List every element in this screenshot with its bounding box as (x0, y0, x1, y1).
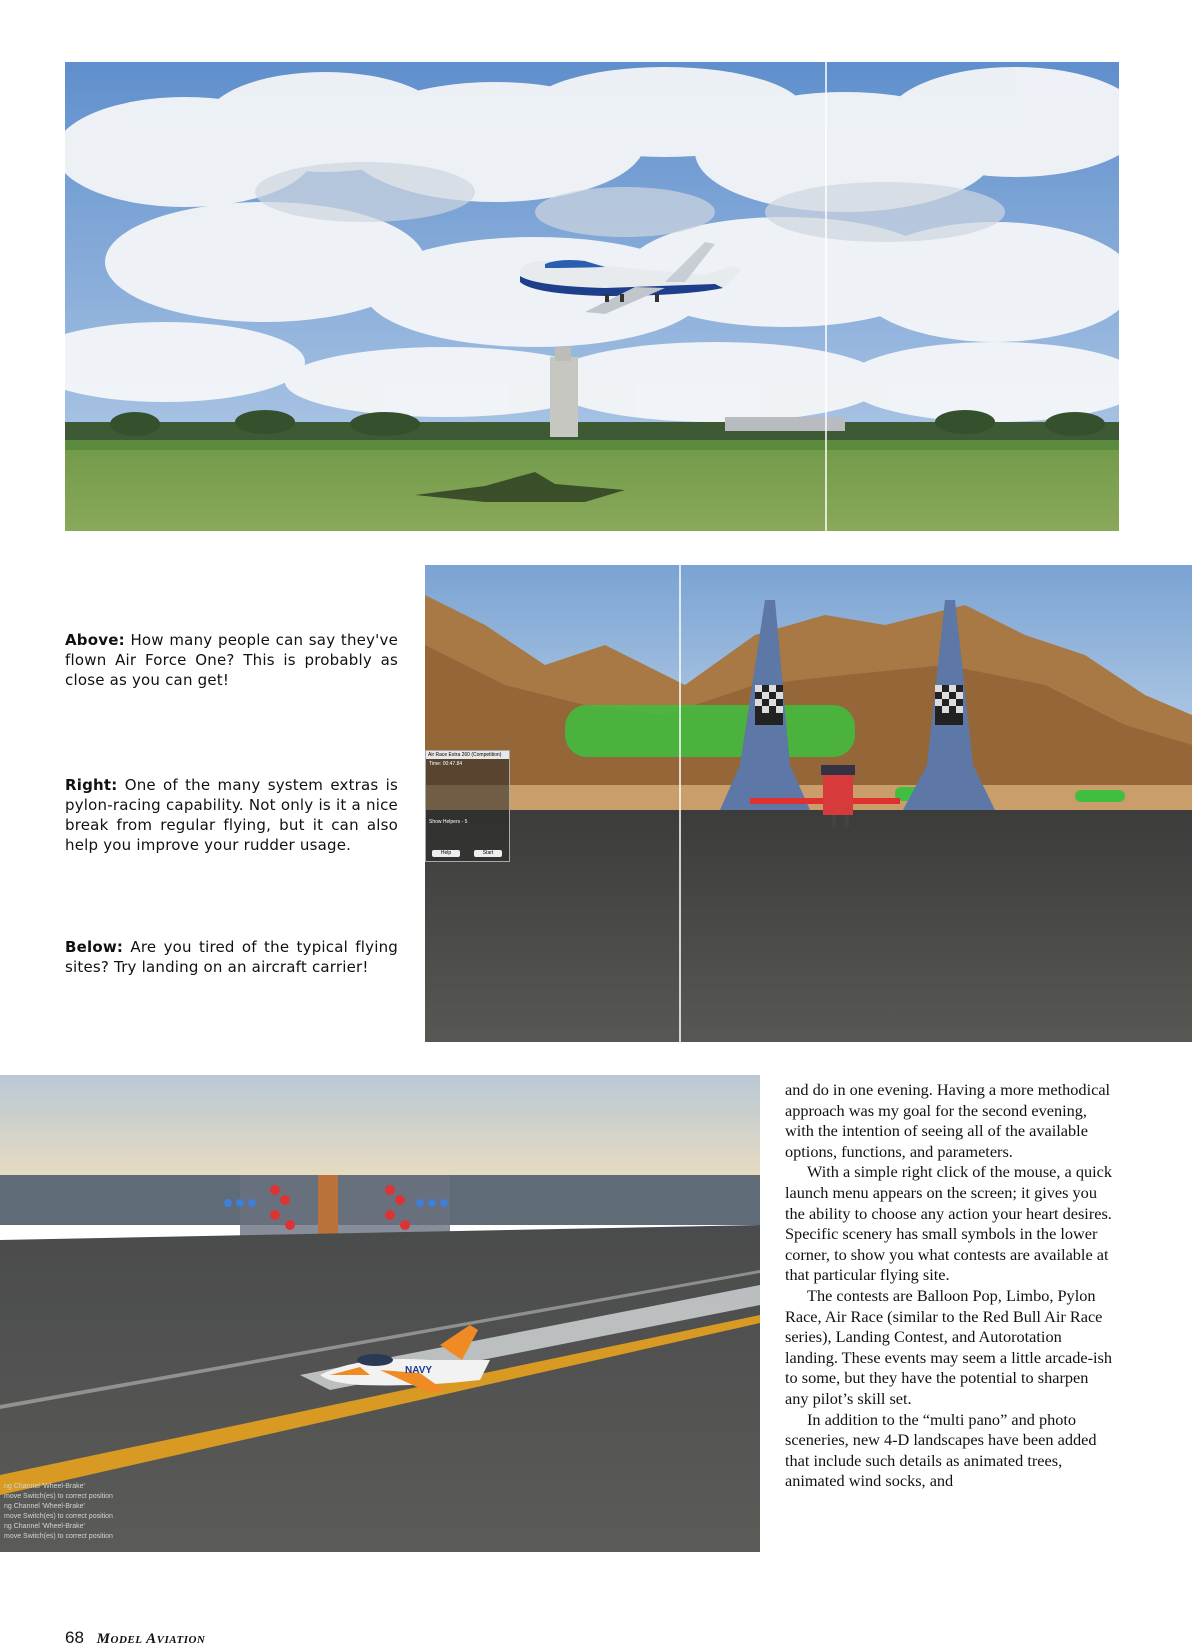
caption-below-text: Are you tired of the typical flying sites? Try landing on an aircraft carrier! (65, 938, 398, 976)
caption-below-label: Below: (65, 938, 124, 956)
sim-panel-timer: Time: 00:47.84 (429, 761, 463, 767)
carrier-msg: ng Channel 'Wheel-Brake' (4, 1503, 85, 1510)
sim-help-button[interactable]: Help (432, 850, 460, 857)
carrier-msg: move Switch(es) to correct position (4, 1533, 113, 1540)
carrier-msg: move Switch(es) to correct position (4, 1513, 113, 1520)
body-paragraph: and do in one evening. Having a more methodical approach was my goal for the second evening, with the intention of seeing all of the available options, functions, and parameters. (785, 1080, 1111, 1161)
caption-right (65, 775, 398, 855)
carrier-msg: move Switch(es) to correct position (4, 1493, 113, 1500)
body-paragraph: In addition to the “multi pano” and photo sceneries, new 4-D landscapes have been added that include such details as animated trees, animated wind socks, and (785, 1409, 1097, 1491)
body-paragraph: The contests are Balloon Pop, Limbo, Pylon Race, Air Race (similar to the Red Bull Air Race series), Landing Contest, and Autorotation landing. These events may seem a little arcade-ish to some, but they have the potential to sharpen any pilot’s skill set. (785, 1285, 1113, 1408)
magazine-name: Model Aviation (96, 1631, 206, 1647)
sim-panel-title: Air Race Extra 260 (Competition) (426, 751, 509, 759)
carrier-msg: ng Channel 'Wheel-Brake' (4, 1523, 85, 1530)
sim-panel-helpers: Show Helpers - 5 (429, 819, 468, 825)
caption-below (65, 937, 398, 977)
carrier-msg: ng Channel 'Wheel-Brake' (4, 1483, 85, 1490)
photo-pylon-race (425, 565, 1192, 1042)
caption-right-text: One of the many system extras is pylon-racing capability. Not only is it a nice break from regular flying, but it can also help you improve your rudder usage. (65, 776, 399, 854)
article-body-column (785, 1080, 1115, 1492)
photo-aircraft-carrier (0, 1075, 760, 1552)
caption-above-label: Above: (65, 631, 125, 649)
caption-right-label: Right: (65, 776, 118, 794)
sim-start-button[interactable]: Start (474, 850, 502, 857)
page-footer (65, 1628, 205, 1648)
photo-air-force-one (65, 62, 1119, 531)
page-number: 68 (65, 1628, 84, 1647)
caption-above (65, 630, 398, 690)
caption-above-text: How many people can say they've flown Air Force One? This is probably as close as you can get! (65, 631, 399, 689)
jet-marking: NAVY (405, 1365, 433, 1376)
body-paragraph: With a simple right click of the mouse, a quick launch menu appears on the screen; it gives you the ability to choose any action your heart desires. Specific scenery has small symbols in the lower corner, to show you what contests are available at that particular flying site. (785, 1162, 1112, 1285)
sim-race-panel (425, 750, 510, 862)
